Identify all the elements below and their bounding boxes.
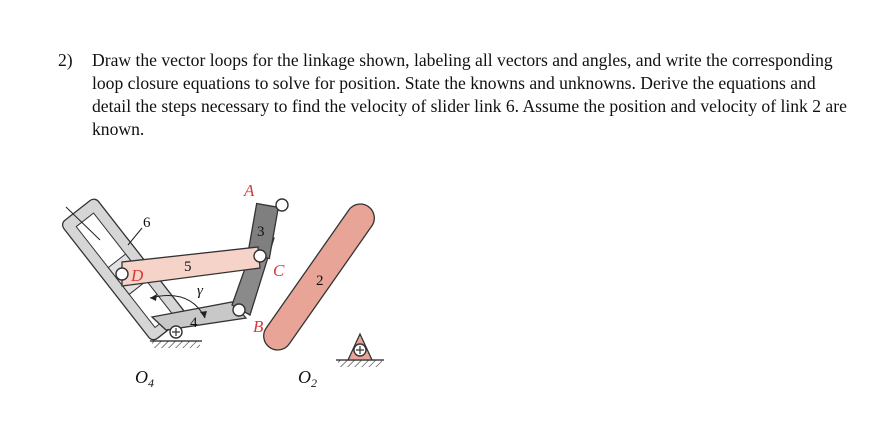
joint-b [233, 304, 245, 316]
link-6-leader [128, 228, 142, 245]
label-o2 [298, 367, 317, 390]
label-link-3: 3 [257, 224, 265, 240]
label-o2-main: O [298, 367, 311, 387]
label-c: C [273, 261, 285, 280]
ground-o2 [336, 360, 384, 367]
problem-text: Draw the vector loops for the linkage shown, labeling all vectors and angles, and write the corresponding loop closure equations to solve for position. State the knowns and unknowns. Derive the equations and detail the steps necessary to find the velocity of slider link 6. Assume the position and velocity of link 2 are known. [92, 50, 847, 139]
label-link-2: 2 [316, 273, 324, 289]
ground-o4 [150, 341, 202, 348]
label-o2-sub: 2 [311, 376, 317, 390]
label-o4 [135, 367, 154, 390]
joint-d [116, 268, 128, 280]
joint-c [254, 250, 266, 262]
problem-statement [58, 49, 858, 141]
label-link-6: 6 [143, 215, 151, 231]
label-b: B [253, 317, 264, 336]
label-a: A [244, 181, 255, 200]
pivot-o4 [170, 326, 182, 338]
joint-a [276, 199, 288, 211]
problem-number: 2) [58, 50, 73, 70]
label-d: D [131, 266, 144, 285]
pivot-o2 [354, 344, 366, 356]
label-link-5: 5 [184, 259, 192, 275]
label-o4-main: O [135, 367, 148, 387]
label-o4-sub: 4 [148, 376, 154, 390]
linkage-figure [55, 180, 415, 395]
label-gamma: γ [197, 283, 203, 299]
label-link-4: 4 [190, 315, 198, 331]
